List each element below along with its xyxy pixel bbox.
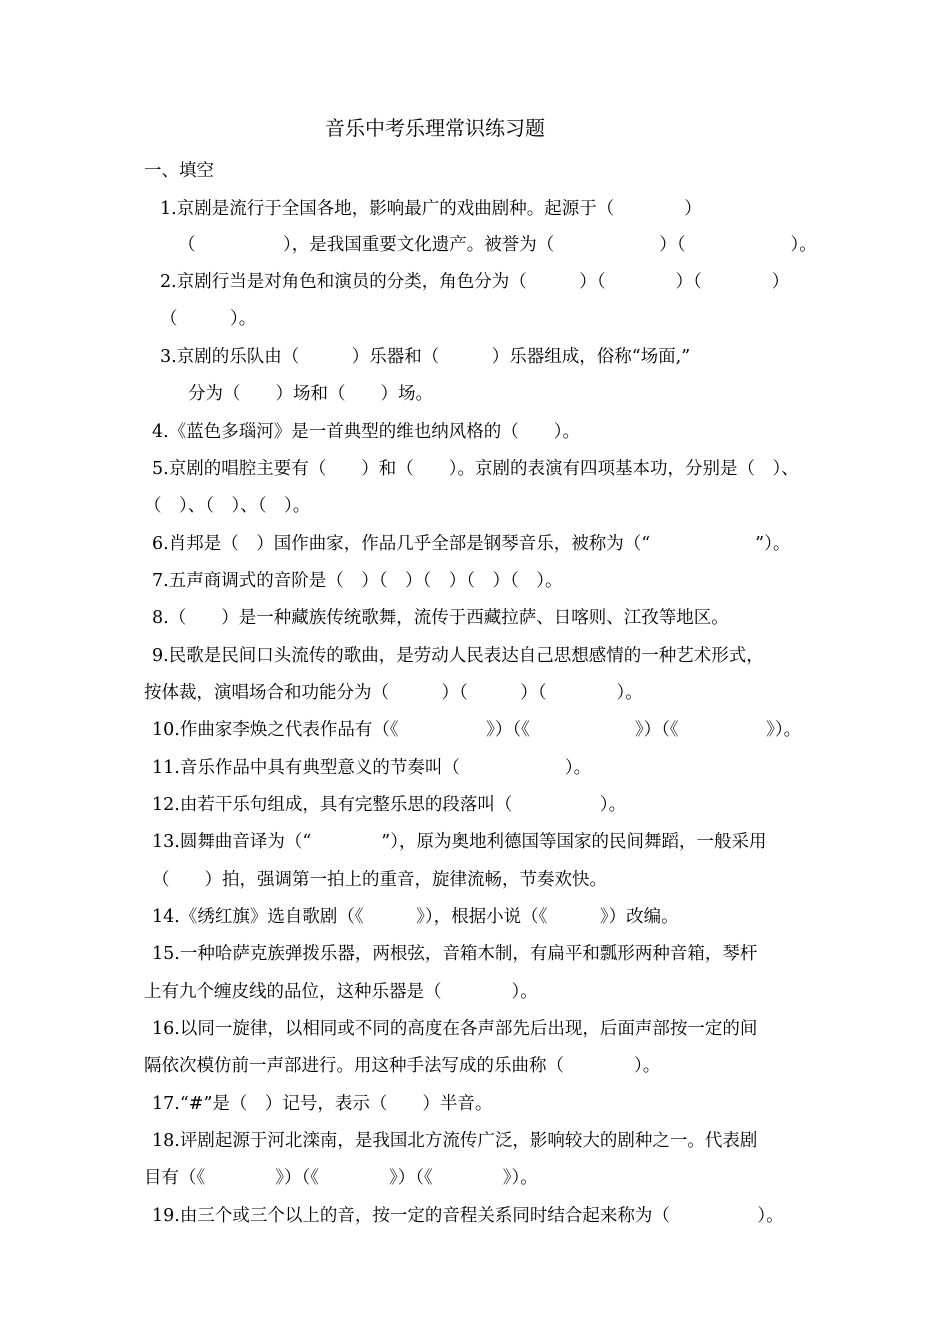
question-8: 8.（ ）是一种藏族传统歌舞，流传于西藏拉萨、日喀则、江孜等地区。 [152,608,729,628]
question-2-line-2: （ ）。 [160,309,257,329]
question-12: 12.由若干乐句组成，具有完整乐思的段落叫（ ）。 [152,795,627,815]
section-heading: 一、填空 [144,161,214,181]
page-title: 音乐中考乐理常识练习题 [325,116,545,140]
question-5-line-1: 5.京剧的唱腔主要有（ ）和（ ）。京剧的表演有四项基本功，分别是（ ）、 [152,459,799,479]
question-5-line-2: （ ）、（ ）、（ ）。 [144,496,311,516]
question-13-line-2: （ ）拍，强调第一拍上的重音，旋律流畅，节奏欢快。 [152,870,607,890]
question-3-line-1: 3.京剧的乐队由（ ）乐器和（ ）乐器组成，俗称“场面,” [160,347,691,367]
question-1-line-1: 1.京剧是流行于全国各地，影响最广的戏曲剧种。起源于（ ） [160,199,702,219]
question-7: 7.五声商调式的音阶是（ ）（ ）（ ）（ ）（ ）。 [152,571,563,591]
question-16-line-1: 16.以同一旋律，以相同或不同的高度在各声部先后出现，后面声部按一定的间 [152,1019,758,1039]
question-18-line-1: 18.评剧起源于河北滦南，是我国北方流传广泛，影响较大的剧种之一。代表剧 [152,1131,758,1151]
question-14: 14.《绣红旗》选自歌剧（《 》），根据小说（《 》）改编。 [152,907,679,927]
question-16-line-2: 隔依次模仿前一声部进行。用这种手法写成的乐曲称（ ）。 [144,1056,661,1076]
question-6: 6.肖邦是（ ）国作曲家，作品几乎全部是钢琴音乐，被称为（“ ”）。 [152,534,791,554]
question-1-line-2: （ ），是我国重要文化遗产。被誉为（ ）（ ）。 [178,235,817,255]
question-11: 11.音乐作品中具有典型意义的节奏叫（ ）。 [152,758,592,778]
question-2-line-1: 2.京剧行当是对角色和演员的分类，角色分为（ ）（ ）（ ） [160,272,790,292]
question-17: 17.“#”是（ ）记号，表示（ ）半音。 [152,1094,493,1114]
question-9-line-1: 9.民歌是民间口头流传的歌曲，是劳动人民表达自己思想感情的一种艺术形式， [152,646,764,666]
question-4: 4.《蓝色多瑙河》是一首典型的维也纳风格的（ ）。 [152,422,580,442]
question-18-line-2: 目有（《 》）（《 》）（《 》）。 [144,1168,538,1188]
question-10: 10.作曲家李焕之代表作品有（《 》）（《 》）（《 》）。 [152,720,802,740]
question-19: 19.由三个或三个以上的音，按一定的音程关系同时结合起来称为（ ）。 [152,1206,784,1226]
question-15-line-2: 上有九个缠皮线的品位，这种乐器是（ ）。 [144,982,538,1002]
question-13-line-1: 13.圆舞曲音译为（“ ”），原为奥地利德国等国家的民间舞蹈，一般采用 [152,832,767,852]
question-9-line-2: 按体裁，演唱场合和功能分为（ ）（ ）（ ）。 [144,683,643,703]
question-3-line-2: 分为（ ）场和（ ）场。 [188,384,433,404]
question-15-line-1: 15.一种哈萨克族弹拨乐器，两根弦，音箱木制，有扁平和瓢形两种音箱，琴杆 [152,944,758,964]
